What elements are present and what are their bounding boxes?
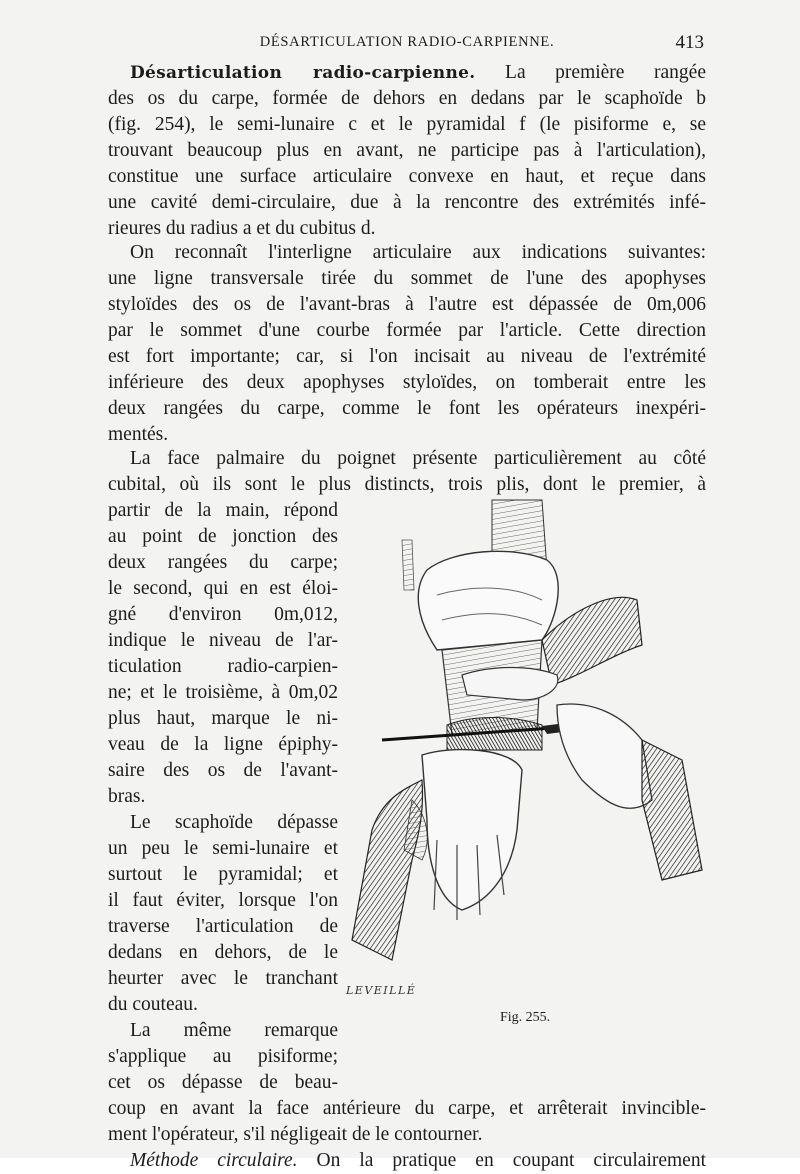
text-line: traverse l'articulation de <box>108 916 338 937</box>
page-number: 413 <box>675 32 704 53</box>
text-line: styloïdes des os de l'avant-bras à l'autre est dépassée de 0m,006 <box>108 294 706 315</box>
text-line: bras. <box>108 786 146 807</box>
text-line: deux rangées du carpe, comme le font les opérateurs inexpéri- <box>108 398 706 419</box>
running-head: DÉSARTICULATION RADIO-CARPIENNE. <box>259 34 555 50</box>
text-line: On reconnaît l'interligne articulaire aux indications suivantes: <box>130 242 706 263</box>
text-line: une cavité demi-circulaire, due à la rencontre des extrémités infé- <box>108 192 706 213</box>
text-line: constitue une surface articulaire convexe en haut, et reçue dans <box>108 166 706 187</box>
text-line: coup en avant la face antérieure du carpe, et arrêterait invincible- <box>108 1098 706 1119</box>
text-line: trouvant beaucoup plus en avant, ne participe pas à l'articulation), <box>108 140 706 161</box>
text-line: une ligne transversale tirée du sommet de l'une des apophyses <box>108 268 706 289</box>
text-line: Le scaphoïde dépasse <box>130 812 338 833</box>
text-line: des os du carpe, formée de dehors en dedans par le scaphoïde b <box>108 88 706 109</box>
text-line: (fig. 254), le semi-lunaire c et le pyramidal f (le pisiforme e, se <box>108 114 706 135</box>
page-header <box>108 32 706 54</box>
engraver-signature: LEVEILLÉ <box>346 984 417 997</box>
figure-255 <box>342 500 712 1025</box>
method-title: Méthode circulaire. <box>130 1150 298 1171</box>
text-line: ticulation radio-carpien- <box>108 656 338 677</box>
text-line: s'applique au pisiforme; <box>108 1046 338 1067</box>
text-line: inférieure des deux apophyses styloïdes, on tomberait entre les <box>108 372 706 393</box>
text-line: du couteau. <box>108 994 198 1015</box>
text-line: mentés. <box>108 424 169 445</box>
text-line: indique le niveau de l'ar- <box>108 630 338 651</box>
text-line: rieures du radius a et du cubitus d. <box>108 218 376 239</box>
text-line: Désarticulation radio-carpienne. La première rangée <box>130 62 706 83</box>
text-line: est fort importante; car, si l'on incisait au niveau de l'extrémité <box>108 346 706 367</box>
text-line: par le sommet d'une courbe formée par l'article. Cette direction <box>108 320 706 341</box>
text-line: surtout le pyramidal; et <box>108 864 338 885</box>
text-line: heurter avec le tranchant <box>108 968 338 989</box>
text-line: Méthode circulaire. On la pratique en coupant circulairement <box>130 1150 707 1171</box>
text-line: un peu le semi-lunaire et <box>108 838 338 859</box>
text-line: dedans en dehors, de le <box>108 942 338 963</box>
text-line: deux rangées du carpe; <box>108 552 338 573</box>
text-line: veau de la ligne épiphy- <box>108 734 338 755</box>
text-line: le second, qui en est éloi- <box>108 578 338 599</box>
text-line: saire des os de l'avant- <box>108 760 338 781</box>
text-line: cubital, où ils sont le plus distincts, trois plis, dont le premier, à <box>108 474 706 495</box>
text-line: cet os dépasse de beau- <box>108 1072 338 1093</box>
hand-surgery-engraving <box>342 500 712 1000</box>
text-line: ment l'opérateur, s'il négligeait de le contourner. <box>108 1124 483 1145</box>
text-line: ne; et le troisième, à 0m,02 <box>108 682 338 703</box>
section-heading: Désarticulation radio-carpienne. <box>130 63 476 83</box>
text-line: gné d'environ 0m,012, <box>108 604 338 625</box>
text-line: il faut éviter, lorsque l'on <box>108 890 338 911</box>
figure-caption: Fig. 255. <box>500 1010 551 1025</box>
text-line: La même remarque <box>130 1020 338 1041</box>
text-line: La face palmaire du poignet présente particulièrement au côté <box>130 448 706 469</box>
text-line: plus haut, marque le ni- <box>108 708 338 729</box>
text-line: au point de jonction des <box>108 526 338 547</box>
text-line: partir de la main, répond <box>108 500 338 521</box>
